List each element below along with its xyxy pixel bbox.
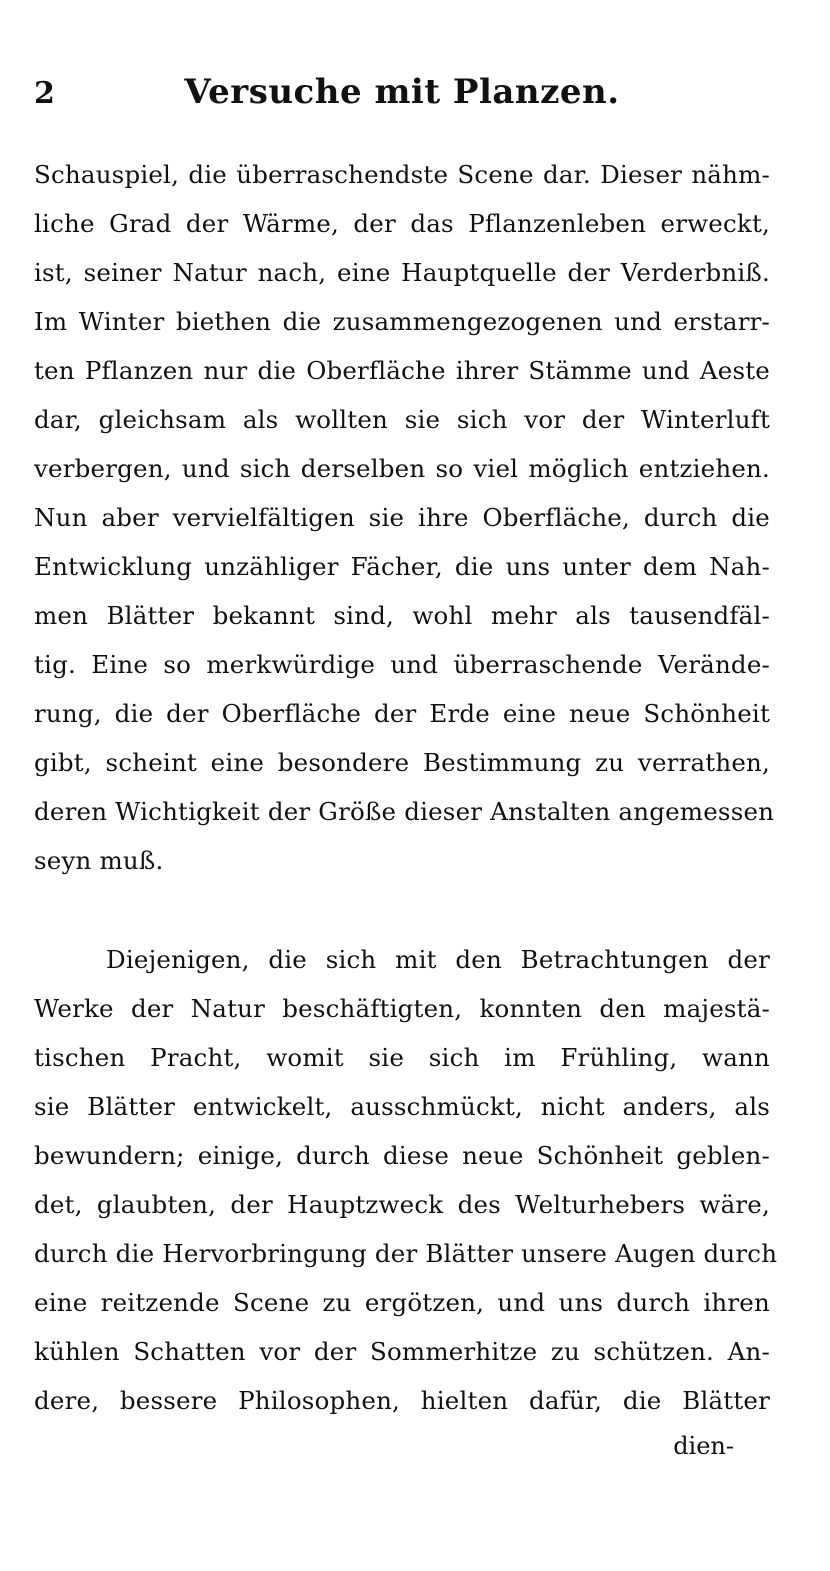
text-line: verbergen, und sich derselben so viel möglich entziehen. [34,454,770,483]
catchword: dien- [673,1432,734,1460]
text-line: ist, seiner Natur nach, eine Hauptquelle der Verderbniß. [34,258,770,287]
text-line: dere, bessere Philosophen, hielten dafür, die Blätter [34,1386,770,1415]
text-line: Diejenigen, die sich mit den Betrachtungen der [106,945,770,974]
text-line: deren Wichtigkeit der Größe dieser Anstalten angemessen [34,797,775,826]
text-line: Nun aber vervielfältigen sie ihre Oberfläche, durch die [34,503,770,532]
text-line: Im Winter biethen die zusammengezogenen und erstarr- [34,307,770,336]
page-header [34,72,770,128]
text-line: gibt, scheint eine besondere Bestimmung zu verrathen, [34,748,770,777]
text-line: eine reitzende Scene zu ergötzen, und uns durch ihren [34,1288,770,1317]
text-line: durch die Hervorbringung der Blätter unsere Augen durch [34,1239,778,1268]
text-line: dar, gleichsam als wollten sie sich vor der Winterluft [34,405,770,434]
text-line: ten Pflanzen nur die Oberfläche ihrer Stämme und Aeste [34,356,770,385]
paragraph-2 [34,935,778,1425]
paragraph-gap [34,885,770,935]
text-line: Entwicklung unzähliger Fächer, die uns unter dem Nah- [34,552,770,581]
text-line: Schauspiel, die überraschendste Scene dar. Dieser nähm- [34,160,770,189]
running-title: Versuche mit Planzen. [184,72,620,112]
text-line: bewundern; einige, durch diese neue Schönheit geblen- [34,1141,770,1170]
text-line: Werke der Natur beschäftigten, konnten den majestä- [34,994,770,1023]
text-line: sie Blätter entwickelt, ausschmückt, nicht anders, als [34,1092,770,1121]
text-line: tig. Eine so merkwürdige und überraschende Verände- [34,650,770,679]
text-line: det, glaubten, der Hauptzweck des Welturhebers wäre, [34,1190,770,1219]
text-line: tischen Pracht, womit sie sich im Frühling, wann [34,1043,770,1072]
page-number: 2 [34,76,55,111]
text-line: liche Grad der Wärme, der das Pflanzenleben erweckt, [34,209,770,238]
text-line: seyn muß. [34,846,164,875]
body-text [34,150,778,1425]
text-line: rung, die der Oberfläche der Erde eine neue Schönheit [34,699,770,728]
paragraph-1 [34,150,775,885]
text-line: men Blätter bekannt sind, wohl mehr als tausendfäl- [34,601,770,630]
text-line: kühlen Schatten vor der Sommerhitze zu schützen. An- [34,1337,770,1366]
